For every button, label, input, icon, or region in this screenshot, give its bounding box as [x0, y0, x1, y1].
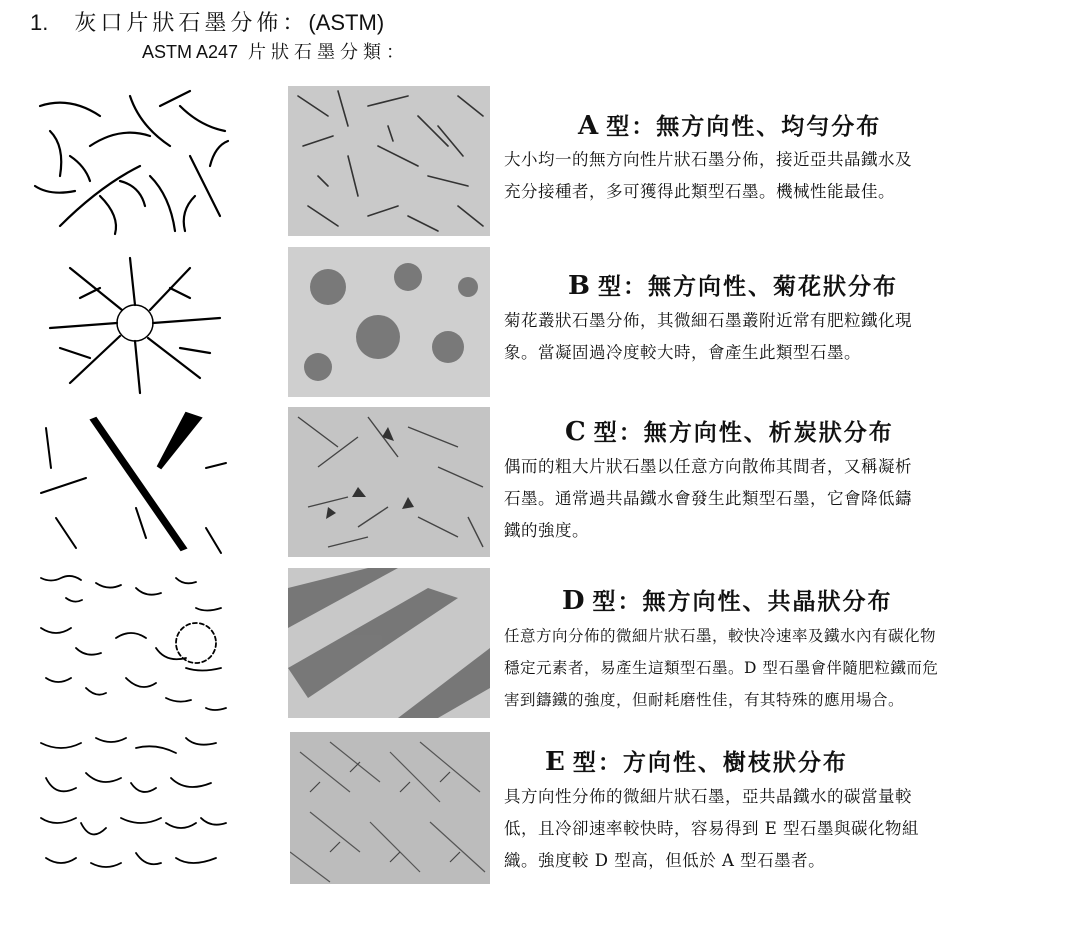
heading-number: 1.: [30, 10, 49, 35]
type-c-line: 偶而的粗大片狀石墨以任意方向散佈其間者，又稱凝析: [504, 457, 912, 476]
sketch-type-d: [36, 568, 231, 718]
type-e-description: [504, 781, 994, 877]
micrograph-type-b: [288, 247, 490, 397]
type-b-line: 菊花叢狀石墨分佈，其微細石墨叢附近常有肥粒鐵化現: [504, 311, 912, 330]
micrograph-type-c: [288, 407, 490, 557]
subheading: [142, 38, 409, 64]
type-b-letter: B: [568, 271, 592, 301]
type-e-line: 低，且冷卻速率較快時，容易得到 E 型石墨與碳化物組: [504, 819, 920, 838]
sketch-type-e: [36, 728, 231, 878]
type-e-title: [545, 744, 848, 777]
type-e-title-text: 型：方向性、樹枝狀分布: [572, 749, 848, 776]
type-a-letter: A: [578, 111, 601, 141]
type-d-line: 害到鑄鐵的強度，但耐耗磨性佳，有其特殊的應用場合。: [504, 691, 905, 709]
type-d-line: 任意方向分佈的微細片狀石墨，較快冷速率及鐵水內有碳化物: [504, 627, 937, 645]
type-c-letter: C: [565, 417, 588, 447]
type-e-line: 具方向性分佈的微細片狀石墨，亞共晶鐵水的碳當量較: [504, 787, 912, 806]
type-b-line: 象。當凝固過冷度較大時，會產生此類型石墨。: [504, 343, 861, 362]
type-a-title-text: 型：無方向性、均勻分布: [606, 113, 882, 140]
type-b-title: [568, 268, 898, 301]
type-c-line: 石墨。通常過共晶鐵水會發生此類型石墨，它會降低鑄: [504, 489, 912, 508]
type-a-description: [504, 144, 994, 208]
micrograph-type-a: [288, 86, 490, 236]
type-c-line: 鐵的強度。: [504, 521, 589, 540]
micrograph-type-e: [290, 732, 490, 884]
type-b-title-text: 型：無方向性、菊花狀分布: [597, 273, 898, 300]
subheading-standard: ASTM A247: [142, 42, 239, 62]
sketch-type-c: [36, 408, 231, 558]
type-a-line: 大小均一的無方向性片狀石墨分佈，接近亞共晶鐵水及: [504, 150, 912, 169]
micrograph-type-d: [288, 568, 490, 718]
subheading-label: 片狀石墨分類：: [248, 42, 410, 63]
type-d-letter: D: [562, 586, 587, 616]
type-a-title: [578, 108, 881, 141]
page-heading: [30, 6, 384, 37]
sketch-type-a: [30, 86, 230, 236]
heading-standard: (ASTM): [308, 10, 385, 35]
type-d-description: [504, 620, 994, 716]
type-d-title: [562, 583, 893, 616]
type-c-title-text: 型：無方向性、析炭狀分布: [593, 419, 894, 446]
type-c-description: [504, 451, 994, 547]
type-b-description: [504, 305, 994, 369]
heading-title: 灰口片狀石墨分佈：: [74, 11, 309, 36]
type-d-title-text: 型：無方向性、共晶狀分布: [592, 588, 893, 615]
sketch-type-b: [40, 248, 230, 398]
type-e-line: 織。強度較 D 型高，但低於 A 型石墨者。: [504, 851, 826, 870]
type-a-line: 充分接種者，多可獲得此類型石墨。機械性能最佳。: [504, 182, 895, 201]
type-d-line: 穩定元素者，易產生這類型石墨。D 型石墨會伴隨肥粒鐵而危: [504, 659, 939, 677]
type-e-letter: E: [545, 747, 567, 777]
type-c-title: [565, 414, 894, 447]
